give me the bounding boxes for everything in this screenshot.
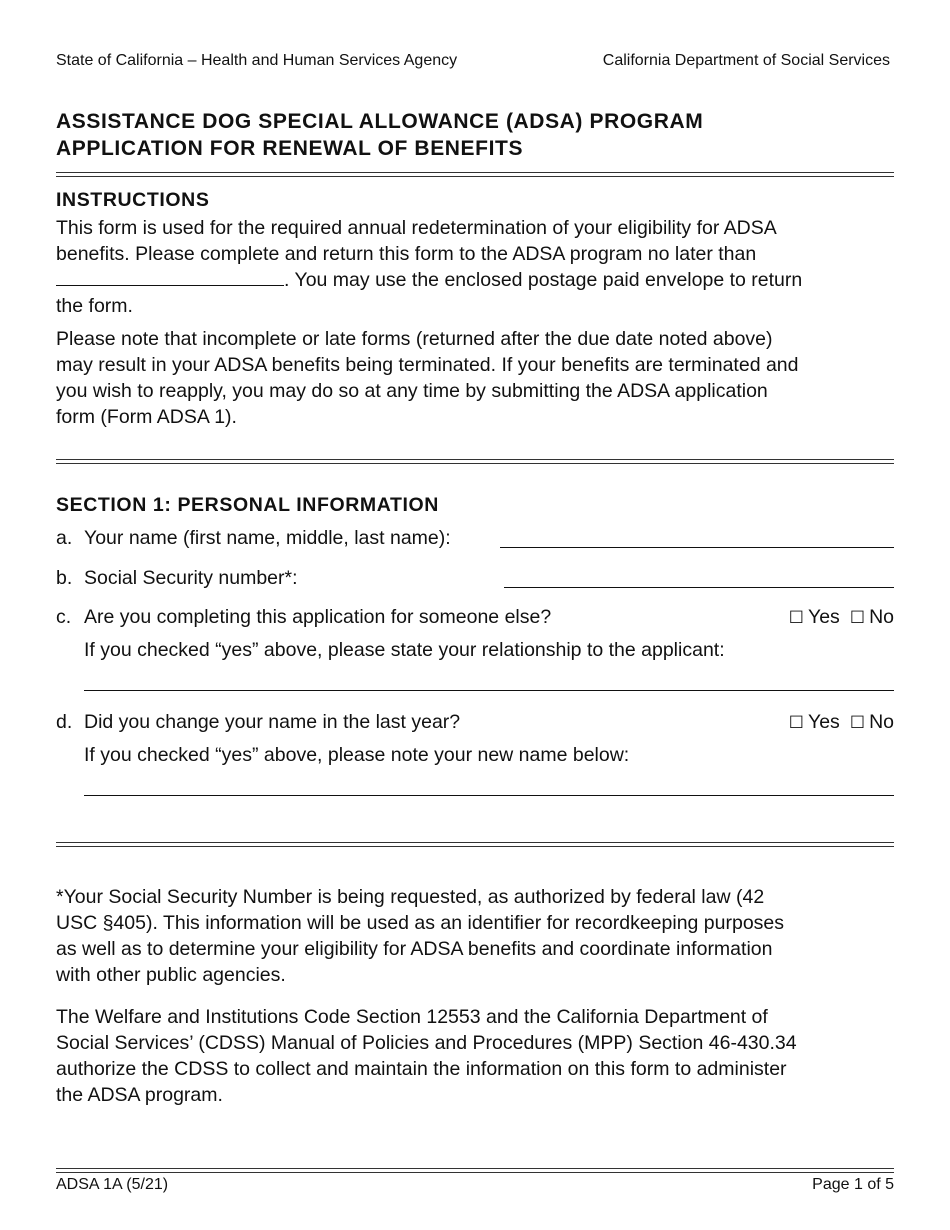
relationship-prompt: If you checked “yes” above, please state your relationship to the applicant:	[84, 639, 725, 661]
name-label: Your name (first name, middle, last name):	[84, 527, 451, 549]
section1-divider	[56, 842, 894, 847]
form-title-line2: APPLICATION FOR RENEWAL OF BENEFITS	[56, 137, 524, 160]
relationship-input-line[interactable]	[84, 690, 894, 691]
ssn-disclosure-paragraph	[56, 884, 894, 988]
instructions-divider	[56, 459, 894, 464]
disclosure-p2-line4: the ADSA program.	[56, 1084, 223, 1106]
form-page	[56, 0, 894, 1230]
someone-else-question: Are you completing this application for someone else?	[84, 606, 552, 628]
instructions-heading: INSTRUCTIONS	[56, 189, 210, 211]
form-title	[56, 108, 703, 162]
ssn-input-line[interactable]	[504, 587, 894, 588]
no-label: No	[869, 606, 894, 628]
disclosure-p1-line2: USC §405). This information will be used as an identifier for recordkeeping purposes	[56, 912, 785, 934]
ssn-label: Social Security number*:	[84, 567, 298, 589]
yes-label: Yes	[808, 711, 840, 733]
field-row-someone-else	[56, 606, 894, 632]
new-name-prompt: If you checked “yes” above, please note your new name below:	[84, 744, 630, 766]
footer-divider	[56, 1168, 894, 1173]
new-name-input-line[interactable]	[84, 795, 894, 796]
due-date-blank[interactable]	[56, 267, 284, 286]
department-name: California Department of Social Services	[602, 52, 890, 69]
page-number: Page 1 of 5	[812, 1176, 894, 1193]
field-row-ssn	[56, 567, 894, 593]
disclosure-p1-line4: with other public agencies.	[56, 964, 286, 986]
instructions-p2-line2: may result in your ADSA benefits being terminated. If your benefits are terminated and	[56, 354, 799, 376]
form-id: ADSA 1A (5/21)	[56, 1176, 169, 1193]
title-divider	[56, 172, 894, 177]
instructions-paragraph-1	[56, 215, 894, 319]
item-letter: c.	[56, 606, 72, 628]
authority-paragraph	[56, 1004, 894, 1108]
instructions-p2-line4: form (Form ADSA 1).	[56, 406, 237, 428]
field-row-name	[56, 527, 894, 553]
disclosure-p2-line3: authorize the CDSS to collect and maintain the information on this form to administer	[56, 1058, 787, 1080]
yes-label: Yes	[808, 606, 840, 628]
section1-heading: SECTION 1: PERSONAL INFORMATION	[56, 494, 439, 516]
instructions-p2-line1: Please note that incomplete or late forms (returned after the due date noted above)	[56, 328, 773, 350]
item-letter: a.	[56, 527, 73, 549]
instructions-p1-line4: the form.	[56, 295, 133, 317]
form-title-line1: ASSISTANCE DOG SPECIAL ALLOWANCE (ADSA) PROGRAM	[56, 110, 704, 133]
instructions-paragraph-2	[56, 326, 894, 430]
agency-name: State of California – Health and Human Services Agency	[56, 52, 458, 69]
yes-checkbox[interactable]: ☐	[788, 608, 804, 628]
instructions-p1-line3	[56, 267, 894, 293]
disclosure-p1-line1: *Your Social Security Number is being requested, as authorized by federal law (42	[56, 886, 765, 908]
yes-checkbox[interactable]: ☐	[788, 713, 804, 733]
instructions-p1-line1: This form is used for the required annual redetermination of your eligibility for ADSA	[56, 217, 777, 239]
field-row-name-change	[56, 711, 894, 737]
disclosure-p2-line2: Social Services’ (CDSS) Manual of Policies and Procedures (MPP) Section 46-430.34	[56, 1032, 797, 1054]
no-label: No	[869, 711, 894, 733]
item-letter: d.	[56, 711, 73, 733]
instructions-p2-line3: you wish to reapply, you may do so at any time by submitting the ADSA application	[56, 380, 768, 402]
name-change-options	[789, 711, 894, 734]
no-checkbox[interactable]: ☐	[849, 608, 866, 628]
name-change-question: Did you change your name in the last year?	[84, 711, 461, 733]
no-checkbox[interactable]: ☐	[849, 713, 866, 733]
instructions-p1-line2: benefits. Please complete and return this form to the ADSA program no later than	[56, 243, 757, 265]
item-letter: b.	[56, 567, 73, 589]
disclosure-p1-line3: as well as to determine your eligibility for ADSA benefits and coordinate information	[56, 938, 773, 960]
instructions-p1-line3-text: . You may use the enclosed postage paid envelope to return	[284, 269, 803, 291]
name-input-line[interactable]	[500, 547, 894, 548]
disclosure-p2-line1: The Welfare and Institutions Code Section 12553 and the California Department of	[56, 1006, 768, 1028]
someone-else-options	[789, 606, 894, 629]
